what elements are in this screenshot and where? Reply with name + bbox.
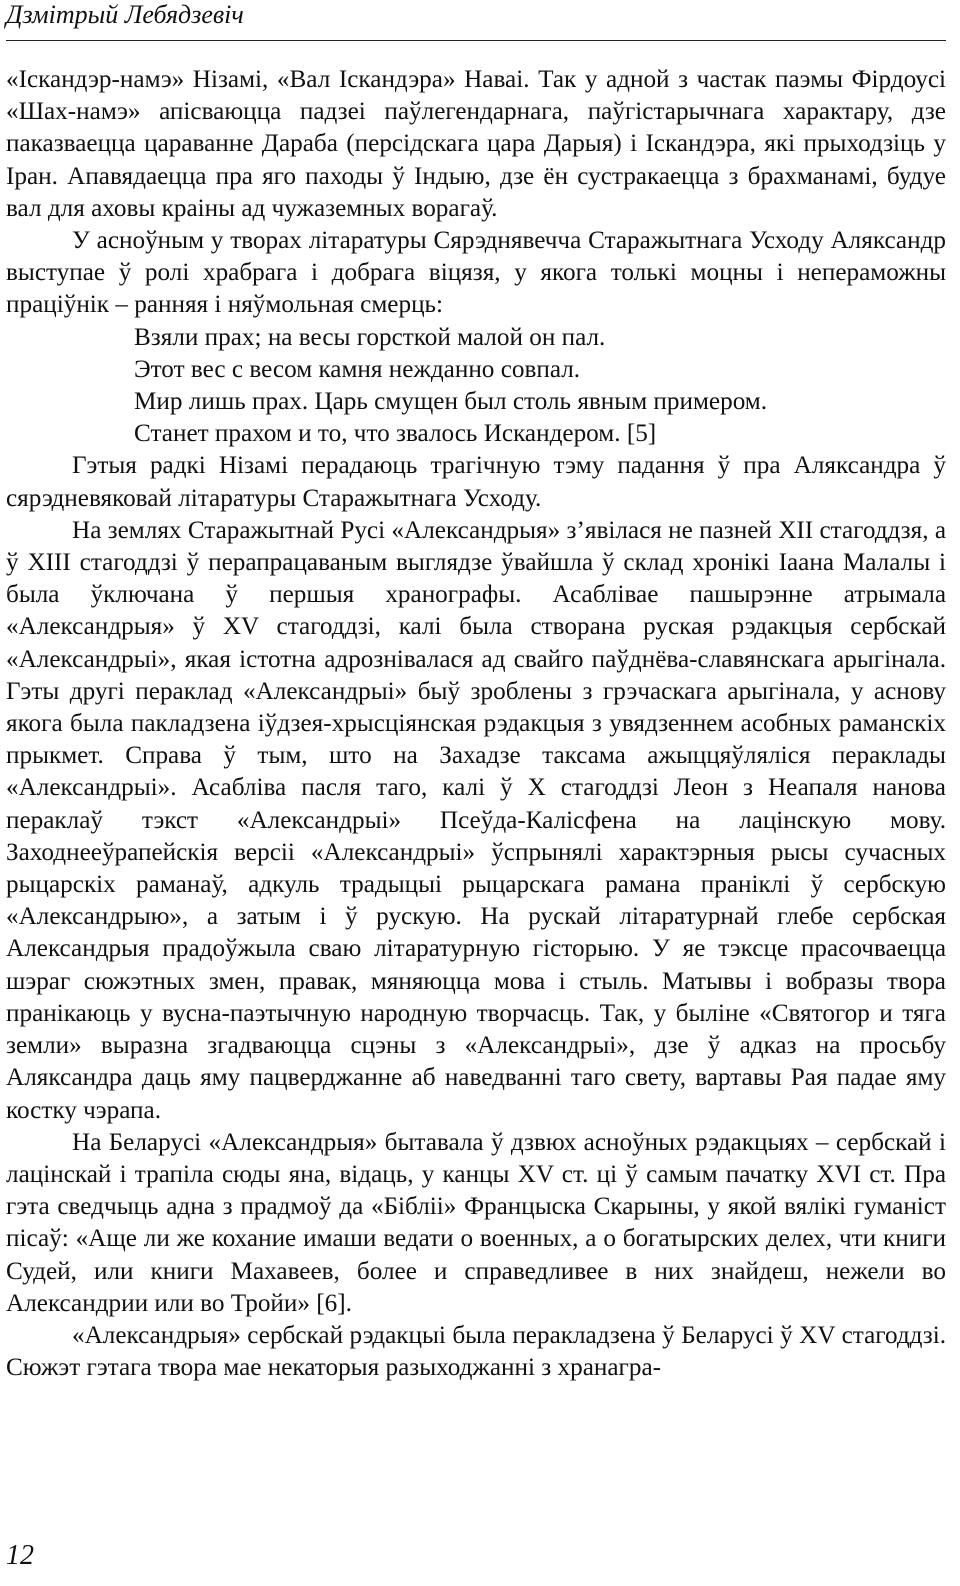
running-head [6, 0, 946, 41]
verse-line: Взяли прах; на весы горсткой малой он пал. [134, 323, 606, 351]
verse-line: Станет прахом и то, что звалось Искандером. [5] [134, 420, 657, 448]
body-text [6, 64, 946, 1384]
paragraph: «Александрыя» сербскай рэдакцыі была перакладзена ў Беларусі ў XV стагоддзі. Сюжэт гэтага твора мае некаторыя разыходжанні з хранагра- [6, 1321, 946, 1382]
paragraph: На землях Старажытнай Русі «Александрыя» з’явілася не пазней XII стагоддзя, а ў XIII стагоддзі ў перапрацаваным выглядзе ўвайшла ў склад хронікі Іаана Малалы і была ўключана ў першыя хранографы. Асаблівае пашырэнне атрымала «Александрыя» ў XV стагоддзі, калі была створана руская рэдакцыя сербскай «Александрыі», якая істотна адрознівалася ад свайго паўднёва-славянскага арыгінала. Гэты другі пераклад «Александрыі» быў зроблены з грэчаскага арыгінала, у аснову якога была пакладзена іўдзея-хрысціянская рэдакцыя з увядзеннем асобных раманскіх прыкмет. Справа ў тым, што на Захадзе таксама ажыццяўляліся пераклады «Александрыі». Асабліва пасля таго, калі ў X стагоддзі Леон з Неапаля нанова пераклаў тэкст «Александрыі» Псеўда-Калісфена на лацінскую мову. Заходнееўрапейскія версіі «Александрыі» ўспрынялі характэрныя рысы сучасных рыцарскіх раманаў, адкуль традыцыі рыцарскага рамана пранiклі ў сербскую «Александрыю», а затым і ў рускую. На рускай літаратурнай глебе сербская Александрыя прадоўжыла сваю літаратурную гісторыю. У яе тэксце прасочваецца шэраг сюжэтных змен, правак, мяняюцца мова і стыль. Матывы і вобразы твора пранікаюць у вусна-паэтычную народную творчасць. Так, у быліне «Святогор и тяга земли» выразна згадваюцца сцэны з «Александрыі», дзе ў адказ на просьбу Аляксандра даць яму пацверджанне аб наведванні таго свету, вартавы Рая падае яму костку чэрапа. [6, 516, 946, 1124]
paragraph: На Беларусі «Александрыя» бытавала ў дзвюх асноўных рэдакцыях – сербскай і лацінскай і трапіла сюды яна, відаць, у канцы XV ст. ці ў самым пачатку XVI ст. Пра гэта сведчыць адна з прадмоў да «Бібліі» Францыска Скарыны, у якой вялікі гуманіст пісаў: «Аще ли же кохание имаши ведати о военных, а о богатырских делех, чти книги Судей, или книги Махавеев, более и справедливее в них знайдеш, нежели во Александрии или во Тройи» [6]. [6, 1128, 946, 1317]
verse-quote [6, 322, 946, 451]
paragraph: «Іскандэр-намэ» Нізамі, «Вал Іскандэра» Наваі. Так у адной з частак паэмы Фірдоусі «Шах-намэ» апісваюцца падзеі паўлегендарнага, паўгістарычнага характару, дзе паказваецца цараванне Дараба (персідскага цара Дарыя) і Іскандэра, які прыходзіць у Іран. Апавядаецца пра яго паходы ў Індыю, дзе ён сустракаецца з брахманамі, будуе вал для аховы краіны ад чужаземных ворагаў. [6, 66, 946, 222]
page-number: 12 [6, 1540, 34, 1571]
paragraph: У асноўным у творах літаратуры Сярэднявечча Старажытнага Усходу Аляксандр выступае ў ролі храбрага і добрага віцязя, у якога толькі моцны і непераможны працiўнік – ранняя і няўмольная смерць: [6, 227, 946, 319]
author-name: Дзмітрый Лебядзевіч [6, 0, 244, 29]
verse-line: Этот вес с весом камня нежданно совпал. [134, 355, 581, 383]
paragraph: Гэтыя радкі Нізамі перадаюць трагічную тэму падання ў пра Аляксандра ў сярэдневяковай літаратуры Старажытнага Усходу. [6, 452, 946, 512]
verse-line: Мир лишь прах. Царь смущен был столь явным примером. [134, 388, 768, 416]
